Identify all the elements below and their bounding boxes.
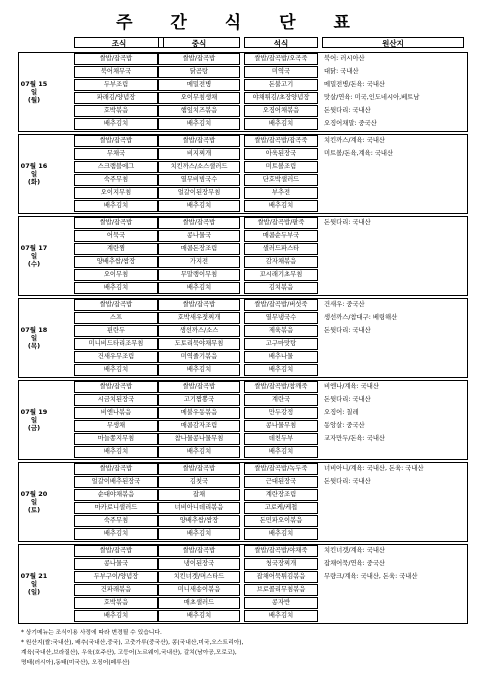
origin-line: 오징어채말: 중국산	[324, 120, 377, 127]
menu-item: 부추전	[244, 187, 318, 199]
menu-item: 잡채어묵튀김볶음	[244, 571, 318, 583]
origin-line: 대닭: 국내산	[324, 68, 359, 75]
day-date	[20, 162, 48, 186]
menu-column-lunch	[158, 381, 240, 459]
origin-line: 돈뒷다리: 국내산	[324, 478, 371, 485]
menu-item: 배추김치	[74, 528, 158, 540]
day-weekday-label: (목)	[27, 342, 41, 350]
day-date-label: 07월 15일	[20, 80, 48, 96]
menu-item: 김치볶음	[244, 282, 318, 294]
note-line: 계육(국내산,브라질산), 우육(호주산), 고등어(노르웨이,국내산), 갈치(남아공,모로코),	[21, 650, 237, 656]
menu-item: 제육볶음	[244, 325, 318, 337]
menu-item: 너비아니데리볶음	[158, 502, 240, 514]
menu-column-dinner	[244, 135, 318, 213]
origin-line: 비엔나/계육: 국내산	[324, 383, 379, 390]
origin-line: 북어: 러시아산	[324, 55, 365, 62]
day-date-label: 07월 19일	[20, 408, 48, 424]
origin-line: 오징어: 칠레	[324, 409, 359, 416]
origin-line: 맛살/연육: 미국,인도네시아,베트남	[324, 94, 420, 101]
menu-column-dinner	[244, 53, 318, 131]
menu-item: 양배추쌈/쌈장	[74, 256, 158, 268]
origin-line: 교자만두/돈육: 국내산	[324, 435, 385, 442]
menu-item: 두부조림	[74, 79, 158, 91]
menu-item: 양배추쌈/쌈장	[158, 515, 240, 527]
menu-item: 순대야채볶음	[74, 489, 158, 501]
menu-column-dinner	[244, 381, 318, 459]
origin-line: 돈뒷다리: 국내산	[324, 219, 371, 226]
menu-item: 매콤감자조림	[158, 420, 240, 432]
menu-item: 배추김치	[158, 200, 240, 212]
menu-column-dinner	[244, 299, 318, 377]
menu-item: 배추김치	[158, 364, 240, 376]
menu-item: 생선까스/소스	[158, 325, 240, 337]
menu-item: 냉이된장국	[158, 558, 240, 570]
menu-column-lunch	[158, 545, 240, 623]
header-breakfast: 조식	[74, 37, 164, 48]
menu-item: 배추김치	[158, 610, 240, 622]
menu-item: 열무냉국수	[244, 312, 318, 324]
day-date	[20, 572, 48, 596]
origin-line: 생선까스/참대구: 베링해산	[324, 314, 398, 321]
menu-item: 배추김치	[74, 610, 158, 622]
menu-column-lunch	[158, 217, 240, 295]
menu-item: 미역줄기볶음	[158, 351, 240, 363]
day-date-label: 07월 18일	[20, 326, 48, 342]
menu-item: 쌀밥/잡곡밥	[74, 463, 158, 475]
origin-line: 잡채어묵/연육: 중국산	[324, 560, 385, 567]
day-weekday-label: (화)	[27, 178, 41, 186]
menu-item: 쌀밥/잡곡밥/참깨죽	[244, 381, 318, 393]
menu-item: 김칫국	[158, 476, 240, 488]
note-line: * 상기메뉴는 조식이용 사정에 따라 변경될 수 있습니다.	[21, 630, 162, 636]
menu-item: 쌀밥/잡곡밥	[158, 135, 240, 147]
menu-item: 건파래볶음	[74, 584, 158, 596]
menu-item: 배추김치	[158, 282, 240, 294]
menu-item: 두부구이/양념장	[74, 571, 158, 583]
menu-item: 꼬시래기초무침	[244, 269, 318, 281]
header-dinner: 석식	[244, 37, 318, 48]
menu-item: 샐러드파스타	[244, 243, 318, 255]
menu-item: 오이무침	[74, 269, 158, 281]
menu-item: 단호박샐러드	[244, 174, 318, 186]
menu-item: 감자채볶음	[244, 256, 318, 268]
menu-item: 스크램블에그	[74, 161, 158, 173]
origin-line: 미트볼/돈육,계육: 국내산	[324, 150, 394, 157]
menu-item: 미트볼조림	[244, 161, 318, 173]
menu-item: 얼갈이된장무침	[158, 187, 240, 199]
menu-item: 쌀밥/잡곡밥	[74, 53, 158, 65]
origin-line: 너비아니/계육: 국내산, 돈육: 국내산	[324, 465, 424, 472]
menu-item: 도토리묵야채무침	[158, 338, 240, 350]
menu-item: 메불우동볶음	[158, 407, 240, 419]
menu-item: 콩나물국	[158, 230, 240, 242]
menu-item: 비지찌개	[158, 148, 240, 160]
notes	[21, 628, 481, 668]
menu-item: 돈불고기	[244, 79, 318, 91]
menu-item: 배추김치	[158, 118, 240, 130]
menu-item: 근대된장국	[244, 476, 318, 488]
menu-column-dinner	[244, 463, 318, 541]
day-date-label: 07월 16일	[20, 162, 48, 178]
day-weekday-label: (월)	[27, 96, 41, 104]
origin-line: 돈뒷다리: 국내산	[324, 107, 371, 114]
day-date-label: 07월 17일	[20, 244, 48, 260]
menu-item: 무말랭이무침	[158, 269, 240, 281]
menu-item: 배추김치	[74, 200, 158, 212]
menu-item: 배추김치	[74, 282, 158, 294]
menu-item: 숙주무침	[74, 174, 158, 186]
day-date	[20, 408, 48, 432]
menu-item: 쌀밥/잡곡밥	[74, 135, 158, 147]
menu-item: 쌀밥/잡곡밥	[158, 217, 240, 229]
menu-item: 가지전	[158, 256, 240, 268]
menu-item: 배추김치	[244, 446, 318, 458]
menu-item: 얼갈이배추된장국	[74, 476, 158, 488]
menu-item: 쌀밥/잡곡밥	[74, 217, 158, 229]
menu-item: 쌀밥/잡곡밥	[74, 299, 158, 311]
menu-item: 미니비드타리조무침	[74, 338, 158, 350]
menu-column-lunch	[158, 53, 240, 131]
menu-item: 쌀밥/잡곡밥/오곡죽	[244, 53, 318, 65]
menu-item: 배추김치	[158, 528, 240, 540]
menu-item: 닭곰탕	[158, 66, 240, 78]
menu-item: 잡채	[158, 489, 240, 501]
menu-item: 계란장조림	[244, 489, 318, 501]
menu-item: 쌀밥/잡곡밥/녹두죽	[244, 463, 318, 475]
day-weekday-label: (토)	[27, 506, 41, 514]
day-date	[20, 80, 48, 104]
origin-line: 동앙살: 중국산	[324, 422, 365, 429]
day-weekday-label: (수)	[27, 260, 41, 268]
menu-item: 콩자반	[244, 597, 318, 609]
day-date	[20, 244, 48, 268]
menu-item: 참나물콩나물무침	[158, 433, 240, 445]
menu-item: 브로콜리무침볶음	[244, 584, 318, 596]
menu-item: 쌀밥/잡곡밥/야채죽	[244, 545, 318, 557]
menu-item: 호박새우젓찌개	[158, 312, 240, 324]
menu-item: 청국장찌개	[244, 558, 318, 570]
origin-line: 건새우: 중국산	[324, 301, 365, 308]
menu-item: 고로케/케첩	[244, 502, 318, 514]
menu-item: 무생채	[74, 420, 158, 432]
menu-item: 열무비빔국수	[158, 174, 240, 186]
origin-line: 무량크/계육: 국내산, 돈육: 국내산	[324, 573, 418, 580]
menu-item: 만두강정	[244, 407, 318, 419]
menu-column-breakfast	[74, 299, 158, 377]
menu-column-breakfast	[74, 545, 158, 623]
menu-column-lunch	[158, 135, 240, 213]
day-weekday-label: (일)	[27, 588, 41, 596]
menu-item: 야채튀김/초장양념장	[244, 92, 318, 104]
menu-item: 쌀밥/잡곡밥/잡곡죽	[244, 135, 318, 147]
origin-line: 치킨너겟/계육: 국내산	[324, 547, 385, 554]
menu-column-lunch	[158, 299, 240, 377]
menu-item: 배추김치	[244, 528, 318, 540]
menu-item: 어묵국	[74, 230, 158, 242]
day-date-label: 07월 21일	[20, 572, 48, 588]
menu-column-dinner	[244, 217, 318, 295]
note-line: * 원산지(쌀:국내산), 배추(국내산,중국), 고춧가루(중국산), 콩(국내산,미국,오스트리아),	[21, 640, 244, 646]
origin-line: 돈뒷다리: 국내산	[324, 327, 371, 334]
day-weekday-label: (금)	[27, 424, 41, 432]
header-lunch: 중식	[158, 37, 240, 48]
menu-item: 미니새송이볶음	[158, 584, 240, 596]
menu-item: 배추김치	[74, 364, 158, 376]
menu-item: 마늘쫑지무침	[74, 433, 158, 445]
menu-item: 마카로니샐러드	[74, 502, 158, 514]
menu-item: 배추김치	[244, 610, 318, 622]
menu-item: 쌀밥/잡곡밥	[158, 381, 240, 393]
origin-line: 치킨까스/계육: 국내산	[324, 137, 385, 144]
menu-item: 무채국	[74, 148, 158, 160]
origin-line: 메밀전병/돈육: 국내산	[324, 81, 385, 88]
header-origin: 원산지	[322, 37, 464, 48]
menu-item: 매콤순두부국	[244, 230, 318, 242]
menu-column-breakfast	[74, 135, 158, 213]
menu-item: 배추김치	[74, 118, 158, 130]
menu-item: 배추김치	[244, 118, 318, 130]
menu-item: 쌀밥/잡곡밥/팥죽	[244, 217, 318, 229]
menu-item: 계란찜	[74, 243, 158, 255]
menu-item: 배추김치	[74, 446, 158, 458]
menu-item: 호박볶음	[74, 105, 158, 117]
menu-item: 건새우무조림	[74, 351, 158, 363]
menu-item: 미역국	[244, 66, 318, 78]
menu-item: 아욱된장국	[244, 148, 318, 160]
menu-item: 콩나물국	[74, 558, 158, 570]
menu-item: 오징어채볶음	[244, 105, 318, 117]
menu-item: 비엔나볶음	[74, 407, 158, 419]
menu-item: 숙주무침	[74, 515, 158, 527]
menu-column-breakfast	[74, 53, 158, 131]
menu-item: 스프	[74, 312, 158, 324]
menu-item: 배추김치	[244, 200, 318, 212]
menu-item: 북어채무국	[74, 66, 158, 78]
menu-column-dinner	[244, 545, 318, 623]
menu-column-breakfast	[74, 381, 158, 459]
origin-line: 돈뒷다리: 국내산	[324, 396, 371, 403]
menu-item: 배추김치	[244, 364, 318, 376]
menu-item: 쌀밥/잡곡밥	[158, 463, 240, 475]
menu-item: 파래김/양념장	[74, 92, 158, 104]
day-date	[20, 490, 48, 514]
menu-item: 핀란두	[74, 325, 158, 337]
menu-item: 쌀밥/잡곡밥	[158, 53, 240, 65]
menu-item: 고구마맛탕	[244, 338, 318, 350]
menu-item: 쌀밥/잡곡밥	[74, 545, 158, 557]
menu-item: 오이지무침	[74, 187, 158, 199]
menu-item: 쌀밥/잡곡밥/버섯죽	[244, 299, 318, 311]
menu-item: 계란국	[244, 394, 318, 406]
menu-column-breakfast	[74, 217, 158, 295]
menu-item: 고기짬뽕국	[158, 394, 240, 406]
day-date	[20, 326, 48, 350]
menu-item: 매콤돈장조림	[158, 243, 240, 255]
day-date-label: 07월 20일	[20, 490, 48, 506]
page-title: 주 간 식 단 표	[116, 13, 366, 33]
menu-column-lunch	[158, 463, 240, 541]
menu-item: 데친두부	[244, 433, 318, 445]
menu-column-breakfast	[74, 463, 158, 541]
menu-item: 쌀밥/잡곡밥	[74, 381, 158, 393]
menu-item: 햄잎치즈볶음	[158, 105, 240, 117]
menu-item: 치킨까스/소스샐러드	[158, 161, 240, 173]
note-line: 명태(러시아),동태(미국산), 오징어(페루산)	[21, 660, 130, 666]
menu-item: 매초샐러드	[158, 597, 240, 609]
menu-item: 메밀전병	[158, 79, 240, 91]
menu-item: 돈민파오이볶음	[244, 515, 318, 527]
menu-item: 쌀밥/잡곡밥	[158, 545, 240, 557]
menu-item: 치킨너겟/머스타드	[158, 571, 240, 583]
menu-item: 호박볶음	[74, 597, 158, 609]
menu-item: 배추나물	[244, 351, 318, 363]
menu-item: 쌀밥/잡곡밥	[158, 299, 240, 311]
menu-item: 시금치된장국	[74, 394, 158, 406]
menu-item: 콩나물무침	[244, 420, 318, 432]
menu-item: 배추김치	[158, 446, 240, 458]
menu-item: 오이무침생채	[158, 92, 240, 104]
